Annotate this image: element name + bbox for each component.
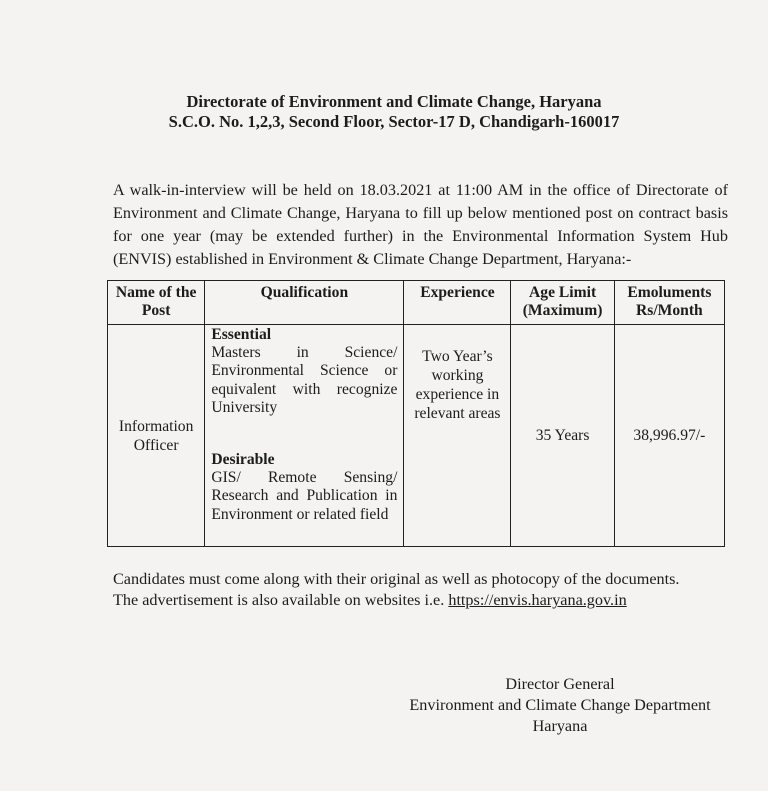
header-emoluments: Emoluments Rs/Month — [614, 281, 724, 325]
header-experience: Experience — [404, 281, 511, 325]
footer-line-2 — [113, 590, 733, 611]
header-name: Name of the Post — [108, 281, 205, 325]
footer-line-1: Candidates must come along with their original as well as photocopy of the documents. — [113, 570, 680, 588]
essential-label: Essential — [211, 326, 272, 343]
header-age: Age Limit (Maximum) — [511, 281, 614, 325]
signature-block — [395, 674, 725, 737]
cell-age: 35 Years — [511, 325, 614, 547]
desirable-text: GIS/ Remote Sensing/ Research and Publication in Environment or related field — [211, 469, 398, 523]
signature-department: Environment and Climate Change Department — [409, 696, 711, 714]
footer-note — [113, 569, 733, 611]
footer-line-2-prefix: The advertisement is also available on websites i.e. — [113, 591, 449, 609]
cell-post-name: Information Officer — [108, 325, 205, 547]
show-through-text — [140, 150, 144, 165]
cell-emoluments: 38,996.97/- — [614, 325, 724, 547]
header-line-2: S.C.O. No. 1,2,3, Second Floor, Sector-17 D, Chandigarh-160017 — [168, 112, 620, 131]
posts-table — [107, 280, 725, 547]
intro-paragraph: A walk-in-interview will be held on 18.03.2021 at 11:00 AM in the office of Directorate of Environment and Climate Change, Haryana to fill up below mentioned post on contract basis for one year (may be extended further) in the Environmental Information System Hub (ENVIS) established in Environment & Climate Change Department, Haryana:- — [113, 181, 728, 268]
table-row — [108, 325, 725, 547]
essential-text: Masters in Science/ Environmental Science or equivalent with recognize University — [211, 344, 398, 416]
signature-title: Director General — [505, 675, 615, 693]
header-qualification: Qualification — [205, 281, 404, 325]
website-link[interactable]: https://envis.haryana.gov.in — [448, 591, 627, 609]
cell-qualification — [205, 325, 404, 547]
table-header-row — [108, 281, 725, 325]
header-line-1: Directorate of Environment and Climate Change, Haryana — [186, 92, 602, 111]
cell-experience: Two Year’s working experience in relevant areas — [404, 325, 511, 547]
signature-state: Haryana — [532, 717, 588, 735]
desirable-label: Desirable — [211, 451, 275, 469]
